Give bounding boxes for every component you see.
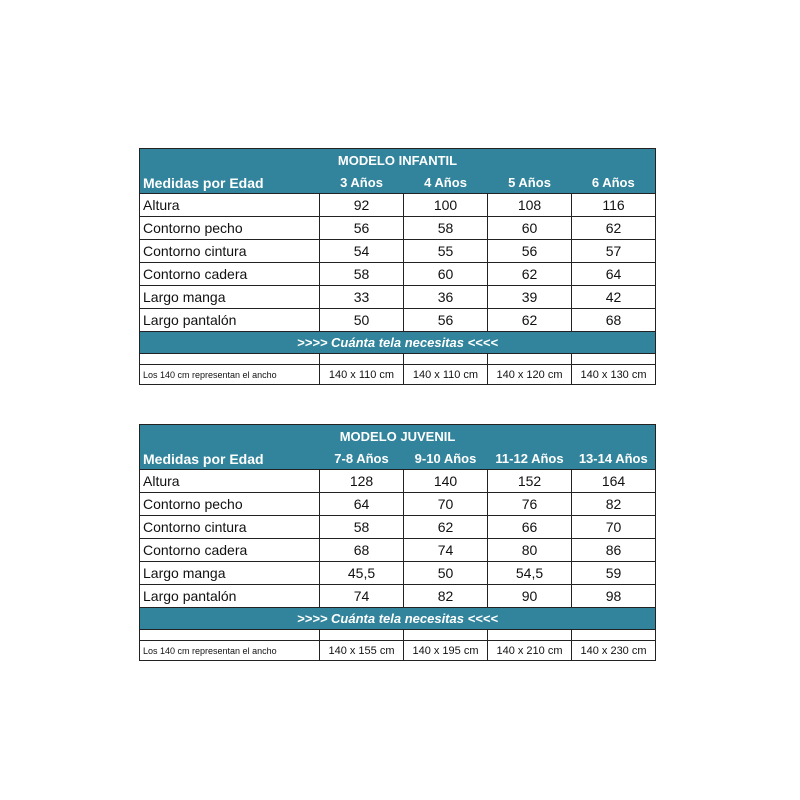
fabric-note: Los 140 cm representan el ancho [140, 641, 320, 661]
column-header: 11-12 Años [488, 448, 572, 470]
cell: 74 [404, 539, 488, 562]
table-row [140, 217, 656, 240]
fabric-cell: 140 x 120 cm [488, 365, 572, 385]
cell: 70 [572, 516, 656, 539]
cell: 82 [572, 493, 656, 516]
column-header: 7-8 Años [320, 448, 404, 470]
row-label: Contorno cintura [140, 516, 320, 539]
cell: 56 [488, 240, 572, 263]
table-title-row [140, 425, 656, 449]
row-label: Contorno cintura [140, 240, 320, 263]
cell: 60 [404, 263, 488, 286]
column-header: 13-14 Años [572, 448, 656, 470]
cell: 98 [572, 585, 656, 608]
table-header-row [140, 172, 656, 194]
row-label: Contorno pecho [140, 217, 320, 240]
table-row [140, 562, 656, 585]
fabric-note: Los 140 cm representan el ancho [140, 365, 320, 385]
fabric-row [140, 365, 656, 385]
table-header-row [140, 448, 656, 470]
cell: 42 [572, 286, 656, 309]
cell: 62 [488, 309, 572, 332]
cell: 64 [572, 263, 656, 286]
cell: 68 [320, 539, 404, 562]
column-header: 5 Años [488, 172, 572, 194]
table-row [140, 493, 656, 516]
cell: 62 [404, 516, 488, 539]
column-header: 4 Años [404, 172, 488, 194]
cell: 164 [572, 470, 656, 493]
cell: 62 [572, 217, 656, 240]
cell: 82 [404, 585, 488, 608]
table-row [140, 470, 656, 493]
row-label: Largo pantalón [140, 585, 320, 608]
row-label: Largo manga [140, 562, 320, 585]
cell: 86 [572, 539, 656, 562]
cell: 64 [320, 493, 404, 516]
column-header: 6 Años [572, 172, 656, 194]
fabric-banner: >>>> Cuánta tela necesitas <<<< [140, 608, 656, 630]
fabric-row [140, 641, 656, 661]
cell: 55 [404, 240, 488, 263]
row-label: Contorno pecho [140, 493, 320, 516]
fabric-cell: 140 x 155 cm [320, 641, 404, 661]
fabric-cell: 140 x 230 cm [572, 641, 656, 661]
table-row [140, 309, 656, 332]
fabric-cell: 140 x 210 cm [488, 641, 572, 661]
cell: 66 [488, 516, 572, 539]
cell: 74 [320, 585, 404, 608]
column-header: 9-10 Años [404, 448, 488, 470]
fabric-banner-row [140, 608, 656, 630]
cell: 54,5 [488, 562, 572, 585]
cell: 68 [572, 309, 656, 332]
cell: 92 [320, 194, 404, 217]
column-header: 3 Años [320, 172, 404, 194]
table-row [140, 263, 656, 286]
cell: 76 [488, 493, 572, 516]
spacer-row [140, 354, 656, 365]
cell: 33 [320, 286, 404, 309]
cell: 36 [404, 286, 488, 309]
fabric-cell: 140 x 110 cm [404, 365, 488, 385]
cell: 50 [320, 309, 404, 332]
cell: 45,5 [320, 562, 404, 585]
cell: 80 [488, 539, 572, 562]
table-row [140, 516, 656, 539]
cell: 50 [404, 562, 488, 585]
cell: 56 [320, 217, 404, 240]
fabric-cell: 140 x 130 cm [572, 365, 656, 385]
row-label: Altura [140, 194, 320, 217]
row-label: Largo manga [140, 286, 320, 309]
cell: 59 [572, 562, 656, 585]
row-header: Medidas por Edad [140, 172, 320, 194]
fabric-banner-row [140, 332, 656, 354]
table-modelo-infantil [139, 148, 656, 385]
cell: 56 [404, 309, 488, 332]
table-title: MODELO JUVENIL [140, 425, 656, 449]
cell: 57 [572, 240, 656, 263]
fabric-cell: 140 x 195 cm [404, 641, 488, 661]
row-label: Contorno cadera [140, 263, 320, 286]
cell: 39 [488, 286, 572, 309]
fabric-banner: >>>> Cuánta tela necesitas <<<< [140, 332, 656, 354]
row-header: Medidas por Edad [140, 448, 320, 470]
table-row [140, 286, 656, 309]
cell: 58 [404, 217, 488, 240]
table-modelo-juvenil [139, 424, 656, 661]
cell: 60 [488, 217, 572, 240]
table-title-row [140, 149, 656, 173]
spacer-row [140, 630, 656, 641]
cell: 140 [404, 470, 488, 493]
cell: 90 [488, 585, 572, 608]
row-label: Contorno cadera [140, 539, 320, 562]
row-label: Altura [140, 470, 320, 493]
cell: 152 [488, 470, 572, 493]
cell: 108 [488, 194, 572, 217]
table-row [140, 539, 656, 562]
cell: 128 [320, 470, 404, 493]
table-row [140, 194, 656, 217]
cell: 100 [404, 194, 488, 217]
table-title: MODELO INFANTIL [140, 149, 656, 173]
cell: 58 [320, 263, 404, 286]
table-row [140, 240, 656, 263]
cell: 116 [572, 194, 656, 217]
row-label: Largo pantalón [140, 309, 320, 332]
table-row [140, 585, 656, 608]
cell: 70 [404, 493, 488, 516]
cell: 62 [488, 263, 572, 286]
cell: 58 [320, 516, 404, 539]
cell: 54 [320, 240, 404, 263]
fabric-cell: 140 x 110 cm [320, 365, 404, 385]
